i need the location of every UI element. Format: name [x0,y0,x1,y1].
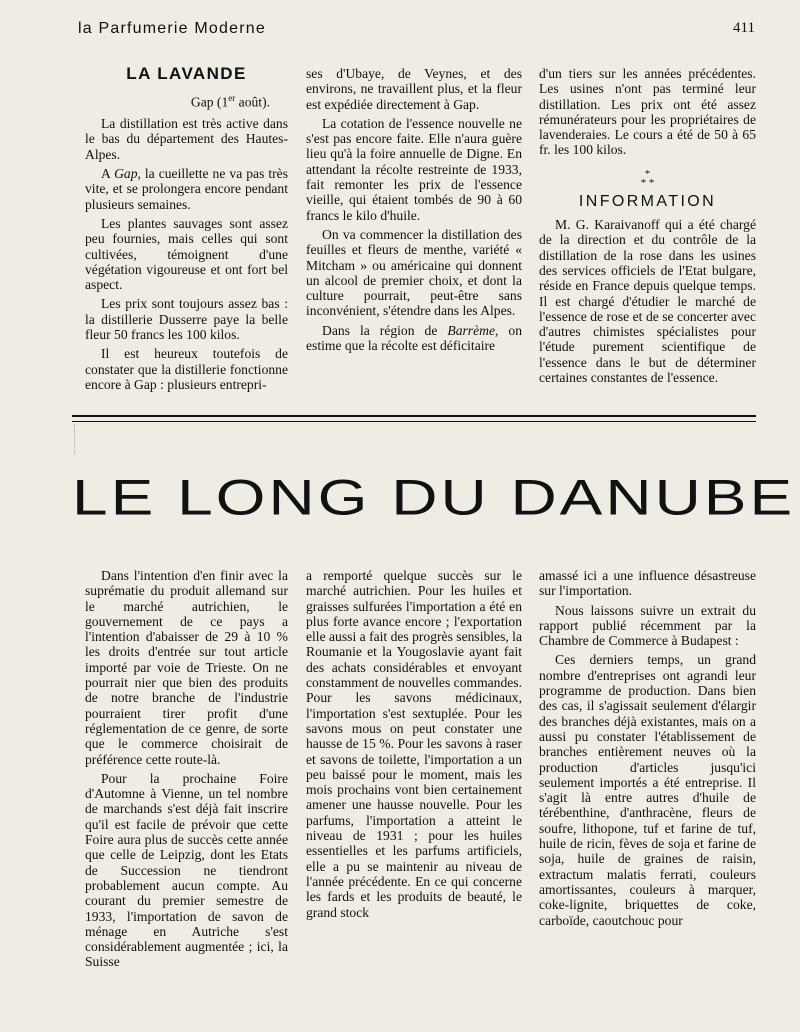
lavande-paragraph-6: ses d'Ubaye, de Veynes, et des environs, ne travaillent plus, et la fleur est expédiée directement à Gap. [306,66,522,112]
asterism-divider: * * * [640,167,655,189]
lavande-p9-end: , on estime que la récolte est déficitaire [306,322,522,354]
lavande-paragraph-4: Les prix sont toujours assez bas : la distillerie Dusserre paye la belle fleur 50 francs les 100 kilos. [85,296,288,342]
lavande-paragraph-9 [306,323,522,354]
lavande-paragraph-3: Les plantes sauvages sont assez peu fournies, mais celles qui sont cultivées, témoignent d'une végétation vigoureuse et ont fort bel aspect. [85,215,288,293]
dateline-superscript: er [228,93,236,104]
lavande-p2-place: Gap [114,166,138,182]
danube-paragraph-5: Nous laissons suivre un extrait du rapport publié récemment par la Chambre de Commerce à Budapest : [539,602,756,649]
section-rule-top [72,415,756,417]
lavande-paragraph-2 [85,166,288,212]
page-number: 411 [733,20,755,36]
lavande-p2-start: A [101,166,115,182]
journal-title: la Parfumerie Moderne [78,20,266,37]
danube-paragraph-1: Dans l'intention d'en finir avec la suprématie du produit allemand sur le marché autrichien, le gouvernement de ce pays a l'intention d'abaisser de 29 à 10 % les droits d'entrée sur tout article importé par voie de Trieste. On ne pourrait nier que bien des produits de notre branche de l'industrie pourraient tirer profit d'une réglementation de ce genre, de sorte que le commerce choisirait de préférence cette route-là. [85,568,288,767]
lavande-paragraph-1: La distillation est très active dans le bas du département des Hautes-Alpes. [85,116,288,162]
lavande-column-1 [85,66,288,396]
lavande-paragraph-7: La cotation de l'essence nouvelle ne s'est pas encore faite. Elle n'aura guère lieu qu'à la foire annuelle de Digne. En attendant la récolte restreinte de 1933, fait remonter les prix de l'essence vieille, qui étaient tombés de 90 à 60 francs le kilo d'huile. [306,115,522,223]
danube-column-1 [85,568,288,974]
section-rule-bottom [72,421,756,422]
lavande-p9-place: Barrème [447,322,495,338]
binding-mark [74,424,83,454]
lavande-paragraph-5: Il est heureux toutefois de constater que la distillerie fonctionne encore à Gap : plusieurs entrepri- [85,346,288,392]
dateline-place: Gap (1 [190,94,229,110]
danube-paragraph-2: Pour la prochaine Foire d'Automne à Vienne, un tel nombre de marchands s'est déjà fait inscrire qu'il est facile de prévoir que cette Foire aura plus de succès cette année que celle de Leipzig, dont les Etats de Succession ne tiendront probablement aucun compte. Au courant du premier semestre de 1933, l'importation de savon de ménage en Autriche s'est considérablement augmentée ; ici, la Suisse [85,770,288,970]
danube-paragraph-4: amassé ici a une influence désastreuse sur l'importation. [539,568,756,599]
lavande-p9-start: Dans la région de [322,322,448,338]
information-paragraph: M. G. Karaivanoff qui a été chargé de la direction et du contrôle de la distillation de la rose dans les usines des services officiels de l'Etat bulgare, réside en France depuis quelque temps. Il est chargé d'étudier le marché de l'essence de rose et de se concerter avec d'autres chimistes spécialistes pour l'étude purement scientifique de l'essence dans le but de déterminer certaines constantes de l'essence. [539,217,756,386]
lavande-column-3 [539,66,756,389]
lavande-title: LA LAVANDE [126,64,247,83]
lavande-column-2 [306,66,522,357]
danube-paragraph-3: a remporté quelque succès sur le marché autrichien. Pour les huiles et graisses sulfurées l'importation a été en plus forte avance encore ; l'exportation elle aussi a fait des progrès sensibles, la Roumanie et la Yougoslavie ayant fait des achats considérables et envoyant constamment de nouvelles commandes. Pour les savons médicinaux, l'importation s'est sextuplée. Pour les savons mous on peut constater une hausse de 15 %. Pour les savons à raser et savons de toilette, l'importation a un peu baissé pour le moment, mais les mois prochains vont bien certainement amener une hausse nouvelle. Pour les parfums, l'importation a atteint le niveau de 1931 ; pour les huiles essentielles et les parfums artificiels, elle a pu se maintenir au niveau de l'année précédente. En ce qui concerne les fards et les produits de beauté, le grand stock [306,568,522,920]
lavande-paragraph-10: d'un tiers sur les années précédentes. Les usines n'ont pas terminé leur distillation. Les prix ont été assez rémunérateurs pour les propriétaires de lavenderaies. Le cours a été de 50 à 65 fr. les 100 kilos. [539,66,756,158]
danube-column-2 [306,568,522,924]
lavande-dateline [85,91,288,110]
information-title: INFORMATION [578,192,717,210]
dateline-date: août). [235,94,270,110]
lavande-p2-end: , la cueillette ne va pas très vite, et se prolongera encore pendant plusieurs semaines. [85,166,288,212]
danube-column-3 [539,568,756,932]
lavande-paragraph-8: On va commencer la distillation des feuilles et fleurs de menthe, variété « Mitcham » ou américaine qui donnent un alcool de premier choix, et dont la culture pourrait, peut-être sans inconvénient, s'étendre dans les Alpes. [306,226,522,319]
danube-title: LE LONG DU DANUBE [72,469,796,526]
danube-paragraph-6: Ces derniers temps, un grand nombre d'entreprises ont agrandi leur programme de production. Dans bien des cas, il s'agissait seulement d'élargir des branches déjà existantes, mais on a aussi pu constater l'établissement de branches entièrement neuves où la production d'articles jusqu'ici seulement importés a été entreprise. Il s'agit là entre autres d'huile de térébenthine, d'anthracène, fleurs de soufre, lithopone, tuf et farine de tuf, huile de ricin, fèves de soja et farine de soja, huile de graines de raisin, extractum malatis ferrati, couleurs amortissantes, couleurs à marquer, coke-lignite, briquettes de coke, carboïde, caoutchouc pour [539,652,756,928]
running-head [78,20,755,42]
